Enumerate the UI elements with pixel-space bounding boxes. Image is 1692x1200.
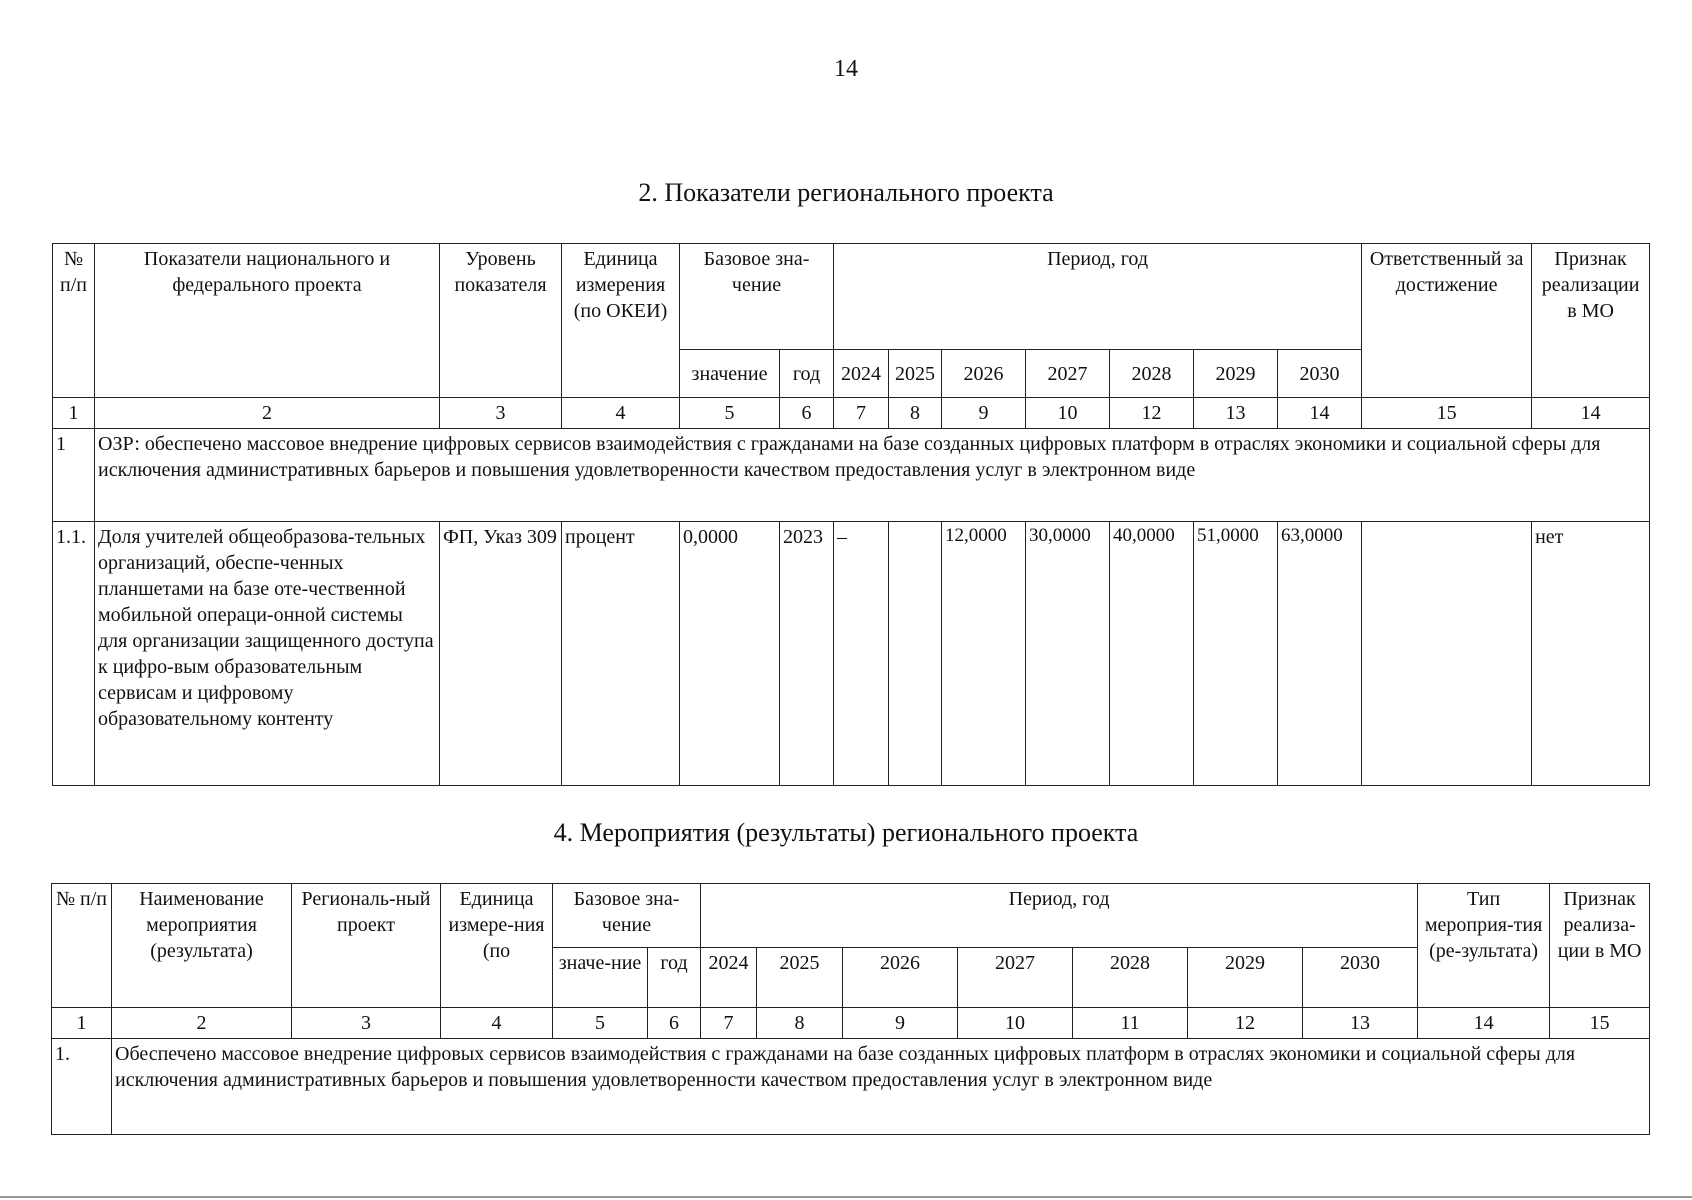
header-year: 2027: [1026, 350, 1110, 398]
goal-text: ОЗР: обеспечено массовое внедрение цифровых сервисов взаимодействия с гражданами на базе созданных цифровых платформ в отраслях экономики и социальной сферы для исключения административных барьеров и повышения удовлетворенности качеством предоставления услуг в электронном виде: [95, 429, 1650, 522]
header-base: Базовое зна-чение: [553, 884, 701, 948]
column-number: 1: [53, 398, 95, 429]
header-year: 2025: [757, 948, 843, 1008]
column-number: 12: [1188, 1008, 1303, 1039]
column-number: 13: [1194, 398, 1278, 429]
column-number: 5: [553, 1008, 648, 1039]
column-number: 9: [843, 1008, 958, 1039]
column-number: 15: [1362, 398, 1532, 429]
header-base-value: значение: [680, 350, 780, 398]
column-number: 6: [648, 1008, 701, 1039]
header-sign: Признак реализации в МО: [1532, 244, 1650, 398]
header-base-year: год: [648, 948, 701, 1008]
row-base-year: 2023: [780, 522, 834, 786]
header-unit: Единица измере-ния (по: [441, 884, 553, 1008]
column-number: 10: [958, 1008, 1073, 1039]
header-base: Базовое зна-чение: [680, 244, 834, 350]
column-number: 15: [1550, 1008, 1650, 1039]
header-year: 2028: [1110, 350, 1194, 398]
column-numbers-row: [53, 398, 1650, 429]
column-number: 4: [441, 1008, 553, 1039]
row-2026: 12,0000: [942, 522, 1026, 786]
activity-num: 1.: [52, 1039, 112, 1135]
row-indicator: Доля учителей общеобразова-тельных организаций, обеспе-ченных планшетами на базе оте-чественной мобильной операци-онной системы для организации защищенного доступа к цифро-вым образовательным сервисам и цифровому образовательному контенту: [95, 522, 440, 786]
header-period: Период, год: [701, 884, 1418, 948]
header-base-year: год: [780, 350, 834, 398]
header-year: 2025: [889, 350, 942, 398]
row-2024: –: [834, 522, 889, 786]
header-year: 2026: [942, 350, 1026, 398]
header-year: 2029: [1194, 350, 1278, 398]
header-year: 2027: [958, 948, 1073, 1008]
column-numbers-row: [52, 1008, 1650, 1039]
page-bottom-edge: [0, 1196, 1692, 1198]
goal-num: 1: [53, 429, 95, 522]
header-year: 2028: [1073, 948, 1188, 1008]
row-2030: 63,0000: [1278, 522, 1362, 786]
indicators-table: [52, 243, 1650, 786]
header-year: 2030: [1303, 948, 1418, 1008]
header-level: Уровень показателя: [440, 244, 562, 398]
header-num: № п/п: [52, 884, 112, 1008]
activity-text: Обеспечено массовое внедрение цифровых сервисов взаимодействия с гражданами на базе созданных цифровых платформ в отраслях экономики и социальной сферы для исключения административных барьеров и повышения удовлетворенности качеством предоставления услуг в электронном виде: [112, 1039, 1650, 1135]
header-name: Наименование мероприятия (результата): [112, 884, 292, 1008]
row-sign: нет: [1532, 522, 1650, 786]
column-number: 14: [1278, 398, 1362, 429]
header-responsible: Ответственный за достижение: [1362, 244, 1532, 398]
row-base-value: 0,0000: [680, 522, 780, 786]
row-2027: 30,0000: [1026, 522, 1110, 786]
indicator-row: [53, 522, 1650, 786]
column-number: 14: [1418, 1008, 1550, 1039]
column-number: 1: [52, 1008, 112, 1039]
header-unit: Единица измерения (по ОКЕИ): [562, 244, 680, 398]
header-year: 2024: [701, 948, 757, 1008]
row-2028: 40,0000: [1110, 522, 1194, 786]
column-number: 3: [292, 1008, 441, 1039]
column-number: 2: [95, 398, 440, 429]
goal-row: [53, 429, 1650, 522]
column-number: 9: [942, 398, 1026, 429]
row-num: 1.1.: [53, 522, 95, 786]
row-level: ФП, Указ 309: [440, 522, 562, 786]
column-number: 11: [1073, 1008, 1188, 1039]
activity-row: [52, 1039, 1650, 1135]
row-responsible: [1362, 522, 1532, 786]
section4-title: 4. Мероприятия (результаты) регионального проекта: [553, 818, 1139, 847]
column-number: 8: [889, 398, 942, 429]
column-number: 2: [112, 1008, 292, 1039]
column-number: 10: [1026, 398, 1110, 429]
header-base-value: значе-ние: [553, 948, 648, 1008]
section2-title: 2. Показатели регионального проекта: [638, 178, 1054, 207]
column-number: 4: [562, 398, 680, 429]
header-indicator: Показатели национального и федерального проекта: [95, 244, 440, 398]
row-2025: [889, 522, 942, 786]
header-year: 2026: [843, 948, 958, 1008]
column-number: 14: [1532, 398, 1650, 429]
column-number: 5: [680, 398, 780, 429]
header-year: 2029: [1188, 948, 1303, 1008]
column-number: 8: [757, 1008, 843, 1039]
column-number: 13: [1303, 1008, 1418, 1039]
column-number: 6: [780, 398, 834, 429]
header-year: 2030: [1278, 350, 1362, 398]
header-sign: Признак реализа-ции в МО: [1550, 884, 1650, 1008]
header-num: № п/п: [53, 244, 95, 398]
page-number: 14: [834, 56, 858, 82]
header-year: 2024: [834, 350, 889, 398]
column-number: 7: [834, 398, 889, 429]
header-type: Тип мероприя-тия (ре-зультата): [1418, 884, 1550, 1008]
header-period: Период, год: [834, 244, 1362, 350]
row-unit: процент: [562, 522, 680, 786]
activities-table: [51, 883, 1650, 1135]
header-regional: Региональ-ный проект: [292, 884, 441, 1008]
column-number: 3: [440, 398, 562, 429]
column-number: 7: [701, 1008, 757, 1039]
column-number: 12: [1110, 398, 1194, 429]
row-2029: 51,0000: [1194, 522, 1278, 786]
